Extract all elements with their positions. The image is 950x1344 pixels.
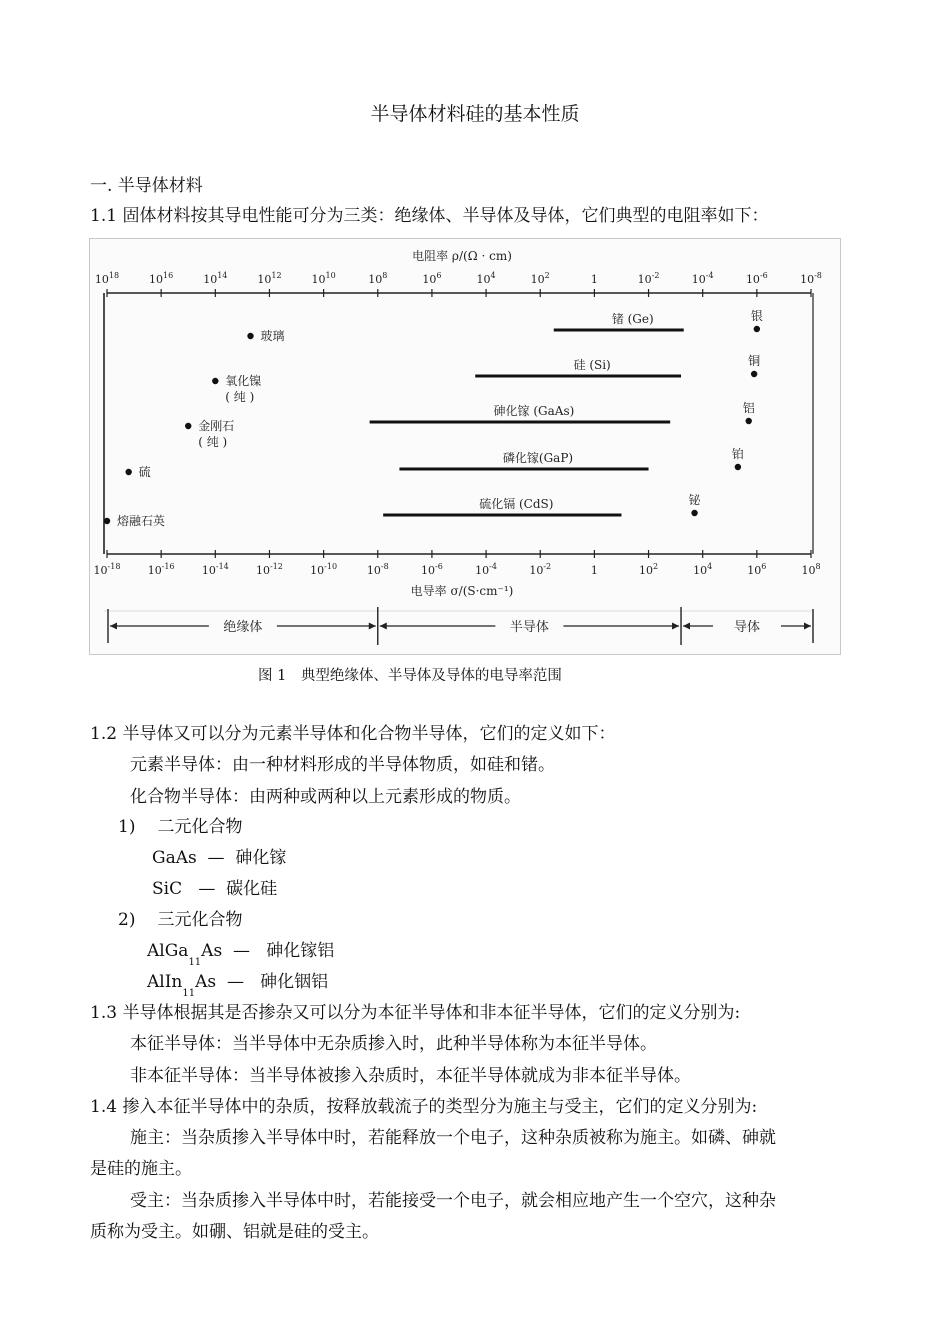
top-tick-label: 1 <box>590 273 598 286</box>
material-point-label: 铂 <box>731 447 744 461</box>
material-point <box>735 464 741 470</box>
material-point-label: 氧化镍 <box>225 374 262 388</box>
bottom-tick-label: $10^{-6}$ <box>421 562 443 577</box>
list-number: 1) <box>118 817 136 837</box>
dash: — <box>198 879 216 899</box>
bottom-axis-title: 电导率 σ/(S·cm⁻¹) <box>410 584 514 598</box>
top-tick-label: $10^2$ <box>530 271 550 286</box>
top-tick-label: $10^{12}$ <box>257 271 282 286</box>
compound-name: 砷化镓铝 <box>266 941 335 961</box>
material-point-label: 铜 <box>748 354 761 368</box>
top-axis-title: 电阻率 ρ/(Ω · cm) <box>412 249 512 263</box>
formula: GaAs <box>152 848 197 868</box>
bottom-tick-label: $10^2$ <box>638 562 659 577</box>
material-range-label: 硅 (Si) <box>573 358 611 372</box>
paragraph-1-4: 1.4 掺入本征半导体中的杂质，按释放载流子的类型分为施主与受主，它们的定义分别为: <box>90 1097 758 1117</box>
compound-sic <box>152 878 277 900</box>
definition-donor-cont: 是硅的施主。 <box>90 1159 192 1179</box>
top-tick-label: $10^{-6}$ <box>745 271 768 286</box>
formula: AlGa <box>147 941 189 961</box>
region-arrow-head <box>672 623 679 630</box>
paragraph-1-2: 1.2 半导体又可以分为元素半导体和化合物半导体，它们的定义如下： <box>90 724 616 744</box>
paragraph-1-1: 1.1 固体材料按其导电性能可分为三类：绝缘体、半导体及导体，它们典型的电阻率如下： <box>90 206 769 226</box>
bottom-tick-label: $10^4$ <box>693 562 713 577</box>
list-item-ternary <box>118 909 242 931</box>
formula: SiC <box>152 879 183 899</box>
definition-donor: 施主：当杂质掺入半导体中时，若能释放一个电子，这种杂质被称为施主。如磷、砷就 <box>130 1128 776 1148</box>
dash: — <box>207 848 225 868</box>
region-label: 绝缘体 <box>223 620 263 635</box>
bottom-tick-label: 1 <box>590 564 598 577</box>
list-item-binary <box>118 816 242 838</box>
top-tick-label: $10^{10}$ <box>311 271 336 286</box>
material-point <box>754 326 760 332</box>
material-point <box>751 371 757 377</box>
compound-name: 砷化镓 <box>235 848 287 868</box>
material-point-label: 铋 <box>688 493 701 507</box>
compound-name: 砷化铟铝 <box>260 972 329 992</box>
definition-compound: 化合物半导体：由两种或两种以上元素形成的物质。 <box>130 787 521 807</box>
material-point-label: ( 纯 ) <box>225 390 255 404</box>
region-arrow-head <box>683 623 690 630</box>
figure-caption: 图 1 典型绝缘体、半导体及导体的电导率范围 <box>258 668 562 684</box>
formula-subscript: 11 <box>182 988 196 999</box>
material-range-label: 砷化镓 (GaAs) <box>493 404 575 418</box>
formula: AlIn <box>147 972 183 992</box>
formula-subscript: 11 <box>188 957 202 968</box>
region-label: 导体 <box>734 620 761 635</box>
compound-algaas <box>147 940 335 968</box>
top-tick-label: $10^4$ <box>476 271 496 286</box>
bottom-tick-label: $10^{-16}$ <box>147 562 175 577</box>
bottom-tick-label: $10^{-4}$ <box>475 562 497 577</box>
region-arrow-head <box>804 623 811 630</box>
paragraph-1-3: 1.3 半导体根据其是否掺杂又可以分为本征半导体和非本征半导体，它们的定义分别为: <box>90 1003 741 1023</box>
list-text: 二元化合物 <box>157 817 243 837</box>
material-point-label: 玻璃 <box>260 329 285 343</box>
bottom-tick-label: $10^{-12}$ <box>256 562 283 577</box>
top-tick-label: $10^{18}$ <box>94 271 120 286</box>
material-point-label: ( 纯 ) <box>198 435 228 449</box>
material-point <box>691 510 697 516</box>
definition-intrinsic: 本征半导体：当半导体中无杂质掺入时，此种半导体称为本征半导体。 <box>130 1034 657 1054</box>
section-heading: 一. 半导体材料 <box>90 176 203 196</box>
material-point-label: 硫 <box>138 465 151 479</box>
conductivity-range-chart <box>90 239 840 654</box>
definition-acceptor: 受主：当杂质掺入半导体中时，若能接受一个电子，就会相应地产生一个空穴，这种杂 <box>130 1191 776 1211</box>
bottom-tick-label: $10^8$ <box>801 562 821 577</box>
region-label: 半导体 <box>509 620 549 635</box>
region-arrow-head <box>369 623 376 630</box>
formula: As <box>201 941 223 961</box>
material-point-label: 熔融石英 <box>117 514 166 528</box>
top-tick-label: $10^8$ <box>368 271 388 286</box>
material-range-label: 硫化镉 (CdS) <box>479 497 554 511</box>
conductivity-figure <box>89 238 841 655</box>
bottom-tick-label: $10^{-18}$ <box>93 562 121 577</box>
compound-name: 碳化硅 <box>226 879 278 899</box>
region-arrow-head <box>380 623 387 630</box>
top-tick-label: $10^6$ <box>422 271 442 286</box>
region-arrow-head <box>110 623 117 630</box>
dash: — <box>226 972 244 992</box>
compound-gaas <box>152 847 286 869</box>
bottom-tick-label: $10^{-8}$ <box>366 562 389 577</box>
bottom-tick-label: $10^6$ <box>747 562 767 577</box>
bottom-tick-label: $10^{-2}$ <box>529 562 552 577</box>
top-tick-label: $10^{-8}$ <box>800 271 822 286</box>
material-point <box>247 333 253 339</box>
page-title: 半导体材料硅的基本性质 <box>370 103 580 125</box>
material-point <box>104 518 110 524</box>
material-point <box>746 418 752 424</box>
material-point <box>185 423 191 429</box>
dash: — <box>233 941 250 961</box>
material-range-label: 磷化镓(GaP) <box>502 451 574 465</box>
compound-alinas <box>147 971 329 999</box>
material-point <box>125 469 131 475</box>
material-point-label: 金刚石 <box>198 419 235 433</box>
top-tick-label: $10^{14}$ <box>203 271 228 286</box>
definition-extrinsic: 非本征半导体：当半导体被掺入杂质时，本征半导体就成为非本征半导体。 <box>130 1066 691 1086</box>
formula: As <box>195 972 217 992</box>
bottom-tick-label: $10^{-10}$ <box>310 562 338 577</box>
material-point <box>212 378 218 384</box>
material-point-label: 铝 <box>742 401 755 415</box>
top-tick-label: $10^{-4}$ <box>691 271 714 286</box>
bottom-tick-label: $10^{-14}$ <box>201 562 229 577</box>
definition-elemental: 元素半导体：由一种材料形成的半导体物质，如硅和锗。 <box>130 755 555 775</box>
list-text: 三元化合物 <box>157 910 243 930</box>
top-tick-label: $10^{16}$ <box>149 271 174 286</box>
top-tick-label: $10^{-2}$ <box>637 271 660 286</box>
material-range-label: 锗 (Ge) <box>611 312 654 326</box>
material-point-label: 银 <box>750 309 763 323</box>
definition-acceptor-cont: 质称为受主。如硼、铝就是硅的受主。 <box>90 1222 379 1242</box>
list-number: 2) <box>118 910 136 930</box>
